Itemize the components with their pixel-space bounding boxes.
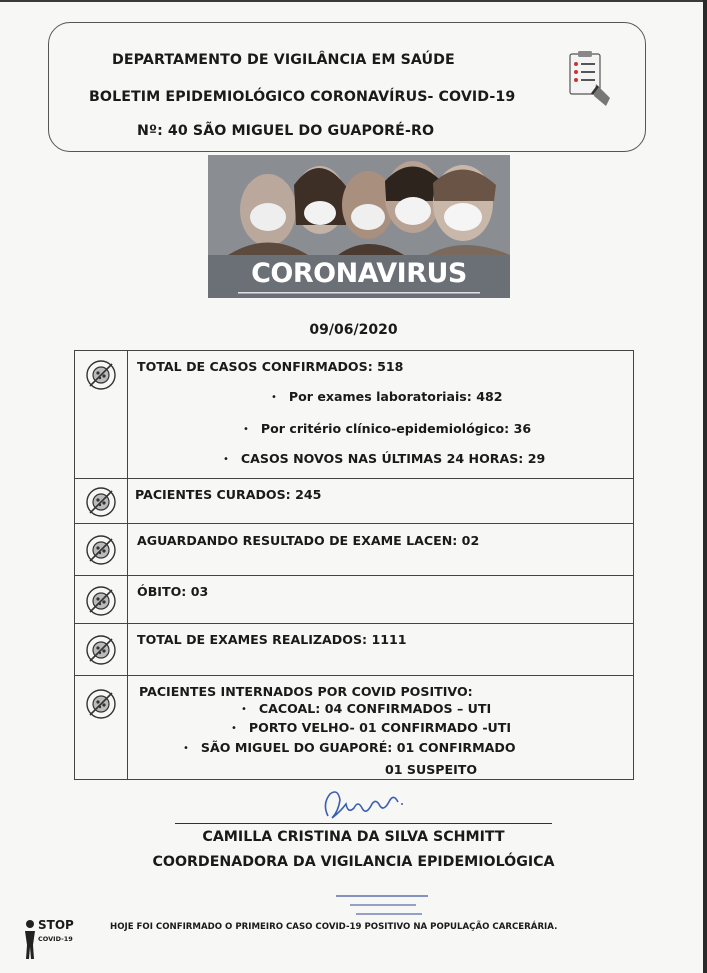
hospitalized-cacoal: • CACOAL: 04 CONFIRMADOS – UTI xyxy=(241,701,491,716)
hospitalized-suspect: 01 SUSPEITO xyxy=(385,762,478,777)
bulletin-number: Nº: 40 SÃO MIGUEL DO GUAPORÉ-RO xyxy=(137,123,435,139)
row-cured xyxy=(75,479,633,524)
virus-icon xyxy=(85,634,117,666)
confirmed-clinical: • Por critério clínico-epidemiológico: 36 xyxy=(243,421,531,436)
signer-name: CAMILLA CRISTINA DA SILVA SCHMITT xyxy=(202,829,505,845)
official-stamp xyxy=(330,890,434,922)
signature-line xyxy=(175,823,552,824)
cured-patients: PACIENTES CURADOS: 245 xyxy=(135,487,322,502)
confirmed-lab: • Por exames laboratoriais: 482 xyxy=(271,389,503,404)
row-deaths xyxy=(75,576,633,624)
virus-icon xyxy=(85,534,117,566)
deaths: ÓBITO: 03 xyxy=(137,584,209,599)
bulletin-date: 09/06/2020 xyxy=(309,322,398,338)
coronavirus-banner-image xyxy=(208,155,510,298)
row-confirmed xyxy=(75,351,633,479)
virus-icon xyxy=(85,359,117,391)
handwritten-signature xyxy=(318,786,408,826)
awaiting-lacen: AGUARDANDO RESULTADO DE EXAME LACEN: 02 xyxy=(137,533,480,548)
confirmed-total: TOTAL DE CASOS CONFIRMADOS: 518 xyxy=(137,359,404,374)
hospitalized-title: PACIENTES INTERNADOS POR COVID POSITIVO: xyxy=(139,684,473,699)
virus-icon xyxy=(85,486,117,518)
signer-role: COORDENADORA DA VIGILANCIA EPIDEMIOLÓGICA xyxy=(152,854,555,870)
clipboard-checklist-icon xyxy=(566,48,616,110)
hospitalized-sao-miguel: • SÃO MIGUEL DO GUAPORÉ: 01 CONFIRMADO xyxy=(183,740,516,755)
bulletin-title: BOLETIM EPIDEMIOLÓGICO CORONAVÍRUS- COVID-19 xyxy=(89,89,516,105)
row-exams xyxy=(75,624,633,676)
hospitalized-porto-velho: • PORTO VELHO- 01 CONFIRMADO -UTI xyxy=(231,720,511,735)
row-awaiting xyxy=(75,524,633,576)
new-cases-24h: • CASOS NOVOS NAS ÚLTIMAS 24 HORAS: 29 xyxy=(223,451,545,466)
virus-icon xyxy=(85,688,117,720)
banner-title: CORONAVIRUS xyxy=(251,258,467,289)
stats-table xyxy=(74,350,634,780)
stop-badge-sub: COVID-19 xyxy=(38,935,73,943)
row-hospitalized xyxy=(75,676,633,780)
page-edge-right xyxy=(703,0,707,973)
footer-note: HOJE FOI CONFIRMADO O PRIMEIRO CASO COVID-19 POSITIVO NA POPULAÇÃO CARCERÁRIA. xyxy=(110,922,558,932)
page-edge-top xyxy=(0,0,707,2)
department-title: DEPARTAMENTO DE VIGILÂNCIA EM SAÚDE xyxy=(112,52,455,68)
stop-badge-word: STOP xyxy=(38,918,74,932)
virus-icon xyxy=(85,585,117,617)
total-exams: TOTAL DE EXAMES REALIZADOS: 1111 xyxy=(137,632,407,647)
